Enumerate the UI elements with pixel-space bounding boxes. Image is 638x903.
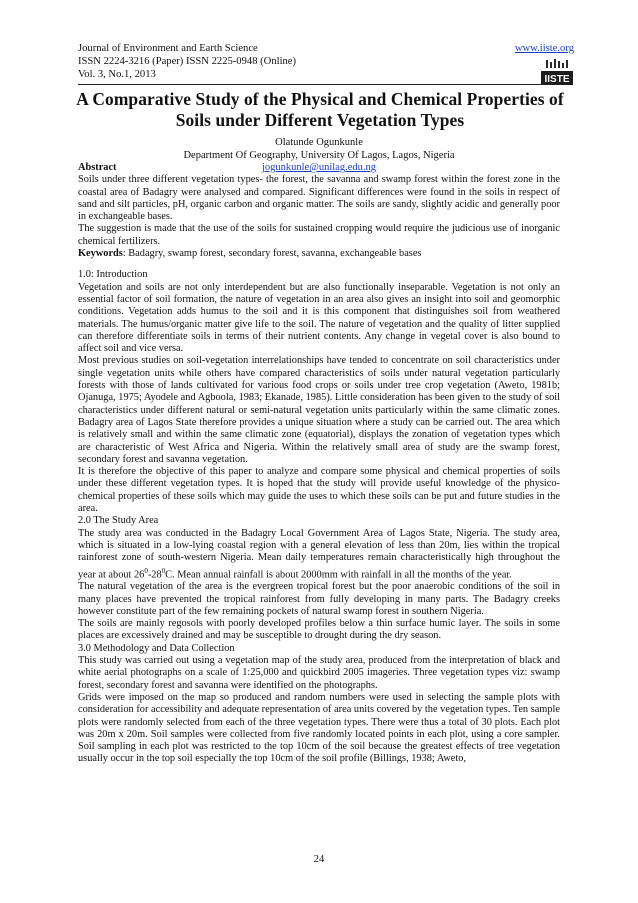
- page-number: 24: [313, 854, 325, 865]
- author-name: Olatunde Ogunkunle: [275, 137, 363, 148]
- journal-header: [78, 42, 574, 82]
- paper-body: [78, 162, 560, 766]
- abstract-paragraph: The suggestion is made that the use of the soils for sustained cropping would require the judicious use of inorganic chemical fertilizers.: [78, 223, 560, 247]
- header-divider: [78, 84, 560, 85]
- author-email-link[interactable]: jogunkunle@unilag.edu.ng: [261, 162, 377, 174]
- iiste-logo-icon: [540, 57, 574, 87]
- keywords-line: [78, 248, 560, 260]
- abstract-heading: Abstract: [78, 162, 117, 173]
- body-paragraph: Most previous studies on soil-vegetation interrelationships have tended to concentrate on soil characteristics under single vegetation units while others have compared characteristics of soils under natural vegetation particularly forests with those of lands cultivated for various food crops or soils under tree crop vegetation (Aweto, 1981b; Ojanuga, 1975; Ayodele and Agboola, 1983; Ekanade, 1985). Little consideration has been given to the study of soil characteristics under different natural or semi-natural vegetation units particularly within the same climatic zones. Badagry area of Lagos State therefore provides a unique situation where a study can be carried out. The area which is relatively small and within the same climatic zone (equatorial), displays the zonation of vegetation types which are characteristic of West Africa and Nigeria. Within the relatively small area of study are the swamp forest, secondary forest and savanna vegetation.: [78, 355, 560, 465]
- body-paragraph: This study was carried out using a vegetation map of the study area, produced from the interpretation of black and white aerial photographs on a scale of 1:25,000 and quickbird 2005 imageries. Three vegetation types viz: swamp forest, secondary forest and savanna were identified on the photographs.: [78, 655, 560, 691]
- section-heading: 1.0: Introduction: [78, 269, 148, 281]
- journal-issn: ISSN 2224-3216 (Paper) ISSN 2225-0948 (Online): [78, 56, 297, 68]
- journal-volume: Vol. 3, No.1, 2013: [78, 69, 156, 81]
- author-affiliation: Department Of Geography, University Of Lagos, Lagos, Nigeria: [183, 149, 455, 161]
- section-heading: 2.0 The Study Area: [78, 515, 159, 527]
- svg-text:IISTE: IISTE: [544, 74, 570, 85]
- keywords-text: : Badagry, swamp forest, secondary forest, savanna, exchangeable bases: [122, 248, 422, 260]
- abstract-paragraph: Soils under three different vegetation types- the forest, the savanna and swamp forest within the forest zone in the coastal area of Badagry were analysed and compared. Significant differences were found in the soils in respect of sand and silt particles, pH, organic carbon and organic matter. The soils are sandy, slightly acidic and generally poor in exchangeable bases.: [78, 174, 560, 223]
- keywords-label: Keywords: [78, 248, 123, 260]
- body-paragraph: The study area was conducted in the Badagry Local Government Area of Lagos State, Nigeria. The study area, which is situated in a low-lying coastal region with a general elevation of less than 20m, lies within the tropical rainforest zone of south-western Nigeria. Mean daily temperatures remain characteristically high throughout the year at about $26^0-28^0C$. Mean annual rainfall is about 2000mm with rainfall in all the months of the year.: [78, 527, 560, 580]
- journal-url-link[interactable]: www.iiste.org: [514, 43, 574, 54]
- body-paragraph: The natural vegetation of the area is the evergreen tropical forest but the poor anaerobic conditions of the soil in many places have prevented the tropical rainforest from fully developing in many parts. The Badagry creeks however constitute part of the few remaining pockets of natural swamp forest in southern Nigeria.: [78, 581, 560, 617]
- body-paragraph: The soils are mainly regosols with poorly developed profiles below a thin surface humic layer. The soils in some places are excessively drained and may be susceptible to drought during the dry season.: [78, 618, 560, 642]
- journal-name: Journal of Environment and Earth Science: [78, 43, 258, 54]
- body-paragraph: It is therefore the objective of this paper to analyze and compare some physical and chemical properties of soils under these different vegetation types. It is hoped that the study will provide useful knowledge of the physico-chemical properties of these soils which may guide the uses to which these soils can be put and future studies in the area.: [78, 466, 560, 515]
- body-paragraph: Grids were imposed on the map so produced and random numbers were used in selecting the sample plots with consideration for accessibility and adequate representation of area units covered by the vegetation types. Ten sample plots were randomly selected from each of the three vegetation types. There were thus a total of 30 plots. Each plot was 20m x 20m. Soil samples were collected from five randomly located points in each plot, using a core sampler. Soil sampling in each plot was restricted to the top 10cm of the soil because the greatest effects of tree vegetation usually occur in the top soil especially the top 10cm of the soil profile (Billings, 1938; Aweto,: [78, 691, 560, 765]
- body-paragraph: Vegetation and soils are not only interdependent but are also functionally inseparable. Vegetation is not only an essential factor of soil formation, the nature of vegetation in an area also gives an insight into soil and geomorphic conditions. Vegetation adds humus to the soil and it is this component that distinguishes soil from weathered materials. The humus/organic matter give life to the soil. The nature of vegetation and the quality of litter supplied can therefore differentiate soils in terms of their nutrient contents. Any change in vegetal cover is also bound to affect soil and vice versa.: [78, 281, 560, 355]
- section-heading: 3.0 Methodology and Data Collection: [78, 642, 235, 654]
- paper-title: A Comparative Study of the Physical and Chemical Properties of Soils under Different Vegetation Types: [76, 89, 564, 130]
